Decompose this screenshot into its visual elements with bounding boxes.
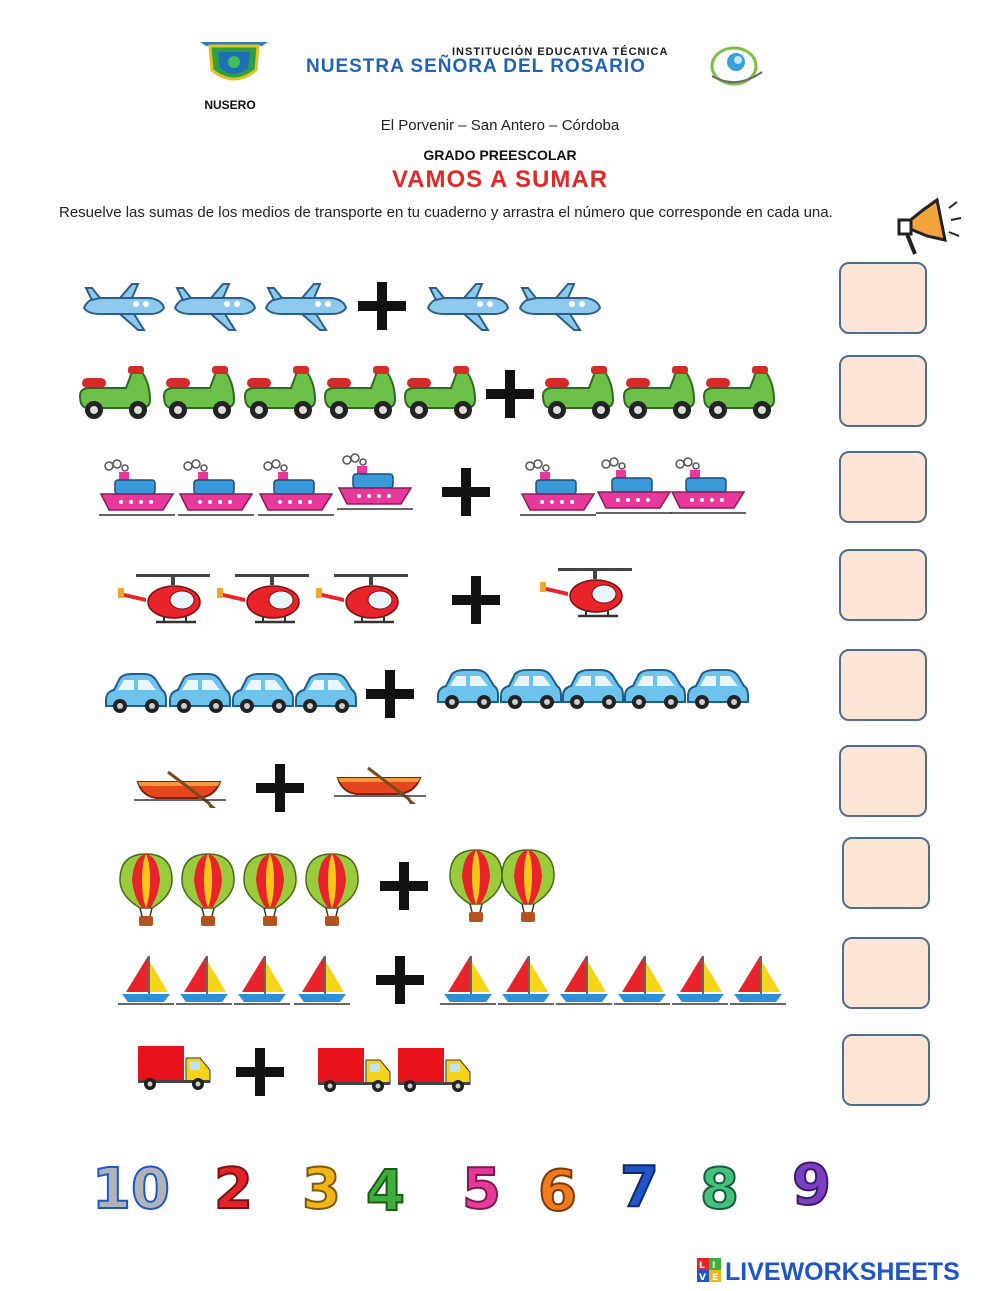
sailboat-icon <box>498 954 554 1006</box>
digit-tile-5-label: 5 <box>462 1157 501 1218</box>
car-icon <box>231 670 295 716</box>
location-text: El Porvenir – San Antero – Córdoba <box>380 117 620 134</box>
sailboat-icon <box>234 954 290 1006</box>
problem-row-rowboats <box>0 760 820 810</box>
ship-icon <box>596 456 672 516</box>
problem-row-trucks <box>0 1040 820 1100</box>
digit-tile-6-label: 6 <box>538 1159 577 1218</box>
ship-icon <box>258 458 334 518</box>
rowboat-icon <box>334 764 426 804</box>
problem-row-helicopters <box>0 566 820 626</box>
scooter-icon <box>76 364 156 422</box>
answer-drop-box-6[interactable] <box>839 745 927 817</box>
sailboat-icon <box>176 954 232 1006</box>
plus-icon <box>364 668 416 720</box>
scooter-icon <box>321 364 401 422</box>
digit-tile-7-label: 7 <box>620 1155 659 1218</box>
scooter-icon <box>700 364 780 422</box>
digit-tile-10[interactable] <box>92 1157 170 1218</box>
helicopter-icon <box>538 566 634 620</box>
answer-drop-box-2[interactable] <box>839 355 927 427</box>
draggable-digits <box>90 1148 850 1218</box>
answer-drop-box-4[interactable] <box>839 549 927 621</box>
scooter-icon <box>539 364 619 422</box>
plus-icon <box>440 466 492 518</box>
truck-icon <box>316 1046 392 1094</box>
liveworksheets-logo <box>697 1256 997 1286</box>
instructions-text: Resuelve las sumas de los medios de transporte en tu cuaderno y arrastra el número que corresponde en cada una. <box>59 204 833 221</box>
grade-label: GRADO PREESCOLAR <box>423 147 577 163</box>
digit-tile-2[interactable] <box>214 1157 253 1218</box>
sailboat-icon <box>294 954 350 1006</box>
problem-row-scooters <box>0 362 820 424</box>
plus-icon <box>356 280 408 332</box>
sailboat-icon <box>118 954 174 1006</box>
plus-icon <box>234 1046 286 1098</box>
car-icon <box>104 670 168 716</box>
digit-tile-3-label: 3 <box>302 1157 341 1218</box>
digit-tile-4-label: 4 <box>366 1159 405 1218</box>
answer-drop-box-5[interactable] <box>839 649 927 721</box>
problem-row-ships <box>0 456 820 520</box>
badge-letter-i: I <box>712 1261 716 1271</box>
institution-subtitle: INSTITUCIÓN EDUCATIVA TÉCNICA <box>452 46 669 58</box>
digit-tile-2-label: 2 <box>214 1157 253 1218</box>
car-icon <box>623 666 687 712</box>
badge-letter-l: L <box>699 1261 705 1271</box>
hot-air-balloon-icon <box>448 848 504 924</box>
answer-drop-box-3[interactable] <box>839 451 927 523</box>
helicopter-icon <box>116 572 212 626</box>
airplane-icon <box>262 282 348 332</box>
car-icon <box>168 670 232 716</box>
brand-name: LIVEWORKSHEETS <box>725 1258 960 1286</box>
hot-air-balloon-icon <box>304 852 360 928</box>
airplane-icon <box>516 282 602 332</box>
answer-drop-box-1[interactable] <box>839 262 927 334</box>
problem-row-airplanes <box>0 278 820 338</box>
airplane-icon <box>424 282 510 332</box>
ship-icon <box>337 452 413 512</box>
hot-air-balloon-icon <box>242 852 298 928</box>
digit-tile-4[interactable] <box>366 1159 405 1218</box>
hot-air-balloon-icon <box>500 848 556 924</box>
plus-icon <box>374 954 426 1006</box>
hot-air-balloon-icon <box>180 852 236 928</box>
institution-name: NUESTRA SEÑORA DEL ROSARIO <box>306 56 646 77</box>
problem-row-sailboats <box>0 952 820 1008</box>
digit-tile-8[interactable] <box>700 1157 739 1218</box>
car-icon <box>686 666 750 712</box>
badge-letter-e: E <box>712 1273 719 1283</box>
answer-drop-box-8[interactable] <box>842 937 930 1009</box>
school-crest-icon <box>196 36 272 88</box>
helicopter-icon <box>314 572 410 626</box>
digit-tile-6[interactable] <box>538 1159 577 1218</box>
digit-tile-5[interactable] <box>462 1157 501 1218</box>
page-title: VAMOS A SUMAR <box>391 166 609 193</box>
megaphone-audio-icon[interactable] <box>893 196 963 256</box>
scooter-icon <box>401 364 481 422</box>
scooter-icon <box>620 364 700 422</box>
answer-drop-box-7[interactable] <box>842 837 930 909</box>
plus-icon <box>254 762 306 814</box>
helicopter-icon <box>215 572 311 626</box>
rowboat-icon <box>134 768 226 808</box>
ship-icon <box>178 458 254 518</box>
ship-icon <box>520 458 596 518</box>
car-icon <box>561 666 625 712</box>
sailboat-icon <box>556 954 612 1006</box>
school-name-label: NUSERO <box>204 98 256 112</box>
answer-drop-box-9[interactable] <box>842 1034 930 1106</box>
airplane-icon <box>80 282 166 332</box>
car-icon <box>499 666 563 712</box>
digit-tile-7[interactable] <box>620 1155 659 1218</box>
truck-icon <box>396 1046 472 1094</box>
digit-tile-10-label: 10 <box>92 1157 170 1218</box>
plus-icon <box>484 368 536 420</box>
sailboat-icon <box>730 954 786 1006</box>
problem-row-balloons <box>0 848 820 928</box>
plus-icon <box>450 574 502 626</box>
sailboat-icon <box>440 954 496 1006</box>
sailboat-icon <box>672 954 728 1006</box>
plus-icon <box>378 860 430 912</box>
scooter-icon <box>241 364 321 422</box>
hot-air-balloon-icon <box>118 852 174 928</box>
digit-tile-3[interactable] <box>302 1157 341 1218</box>
digit-tile-8-label: 8 <box>700 1157 739 1218</box>
scooter-icon <box>160 364 240 422</box>
truck-icon <box>136 1044 212 1092</box>
ship-icon <box>670 456 746 516</box>
problem-row-cars <box>0 664 820 718</box>
institution-globe-icon <box>706 42 766 88</box>
digit-tile-9[interactable] <box>792 1153 831 1218</box>
car-icon <box>294 670 358 716</box>
car-icon <box>436 666 500 712</box>
airplane-icon <box>171 282 257 332</box>
ship-icon <box>99 458 175 518</box>
sailboat-icon <box>614 954 670 1006</box>
badge-letter-v: V <box>699 1273 706 1283</box>
digit-tile-9-label: 9 <box>792 1153 831 1218</box>
